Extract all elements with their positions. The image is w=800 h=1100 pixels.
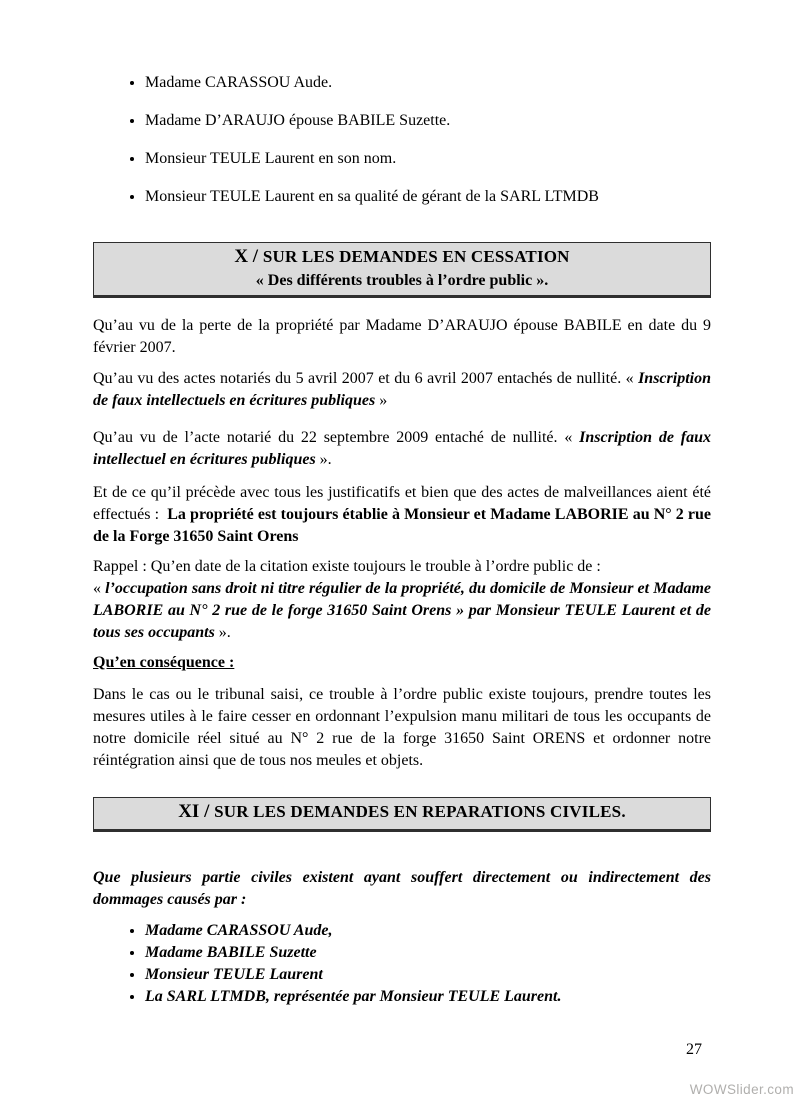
paragraph-perte-propriete [93, 315, 711, 359]
text-run: Rappel : Qu’en date de la citation existe toujours le trouble à l’ordre public de : [93, 558, 601, 575]
list-item: • Madame CARASSOU Aude. [145, 72, 711, 94]
text-run: « [93, 580, 106, 597]
paragraph-tribunal-expulsion [93, 684, 711, 772]
section-x-title-line [100, 245, 704, 270]
text-run: Qu’au vu de la perte de la propriété par Madame D’ARAUJO épouse BABILE en date du 9 février 2007. [93, 317, 711, 356]
list-item: • Monsieur TEULE Laurent [145, 964, 711, 986]
parties-list [93, 72, 711, 208]
text-run: La propriété est toujours établie à Monsieur et Madame LABORIE au N° 2 rue de la Forge 31650 Saint Orens [93, 506, 711, 545]
paragraph-precede-justificatifs [93, 482, 711, 548]
section-x-title: SUR LES DEMANDES EN CESSATION [262, 247, 570, 266]
text-run: Inscription de faux intellectuel en écritures publiques [93, 429, 711, 468]
section-xi-heading-box [93, 797, 711, 832]
list-item: • La SARL LTMDB, représentée par Monsieur TEULE Laurent. [145, 986, 711, 1008]
list-item: • Madame CARASSOU Aude, [145, 920, 711, 942]
paragraph-parties-civiles [93, 867, 711, 911]
text-run: Et de ce qu’il précède avec tous les justificatifs et bien que des actes de malveillances aient été effectués : [93, 484, 711, 523]
document-content [93, 72, 711, 1008]
watermark-link[interactable]: WOWSlider.com [689, 1082, 794, 1097]
section-x-number: X / [234, 246, 263, 267]
section-x-heading-box [93, 242, 711, 298]
text-run: Dans le cas ou le tribunal saisi, ce trouble à l’ordre public existe toujours, prendre toutes les mesures utiles à le faire cesser en ordonnant l’expulsion manu militari de tous les occupants de notre domicile réel situé au N° 2 rue de la forge 31650 Saint ORENS et ordonner notre réintégration ainsi que de tous nos meules et objets. [93, 686, 711, 769]
text-run: Inscription de faux intellectuels en écritures publiques [93, 370, 711, 409]
consequence-heading: Qu’en conséquence : [93, 654, 235, 671]
section-xi-title: SUR LES DEMANDES EN REPARATIONS CIVILES. [214, 802, 626, 821]
text-run: l’occupation sans droit ni titre régulier de la propriété, du domicile de Monsieur et Madame LABORIE au N° 2 rue de le forge 31650 Saint Orens » par Monsieur TEULE Laurent et de tous ses occupants [93, 580, 712, 641]
section-xi-number: XI / [178, 801, 215, 822]
list-item: • Monsieur TEULE Laurent en son nom. [145, 148, 711, 170]
paragraph-actes-notaries [93, 368, 711, 412]
text-run: Qu’au vu de l’acte notarié du 22 septembre 2009 entaché de nullité. « [93, 429, 580, 446]
list-item: • Monsieur TEULE Laurent en sa qualité de gérant de la SARL LTMDB [145, 186, 711, 208]
page-number: 27 [686, 1041, 702, 1058]
text-run: ». [315, 451, 332, 468]
section-xi-title-line [100, 800, 704, 825]
text-run: ». [214, 624, 231, 641]
text-run: Qu’au vu des actes notariés du 5 avril 2007 et du 6 avril 2007 entachés de nullité. « [93, 370, 639, 387]
text-run: » [375, 392, 388, 409]
paragraph-rappel-citation [93, 556, 711, 644]
list-item: • Madame D’ARAUJO épouse BABILE Suzette. [145, 110, 711, 132]
text-run: Que plusieurs partie civiles existent ayant souffert directement ou indirectement des dommages causés par : [93, 869, 711, 908]
paragraph-acte-2009 [93, 427, 711, 471]
civil-parties-list [93, 920, 711, 1008]
section-x-subtitle: « Des différents troubles à l’ordre public ». [255, 272, 549, 289]
list-item: • Madame BABILE Suzette [145, 942, 711, 964]
